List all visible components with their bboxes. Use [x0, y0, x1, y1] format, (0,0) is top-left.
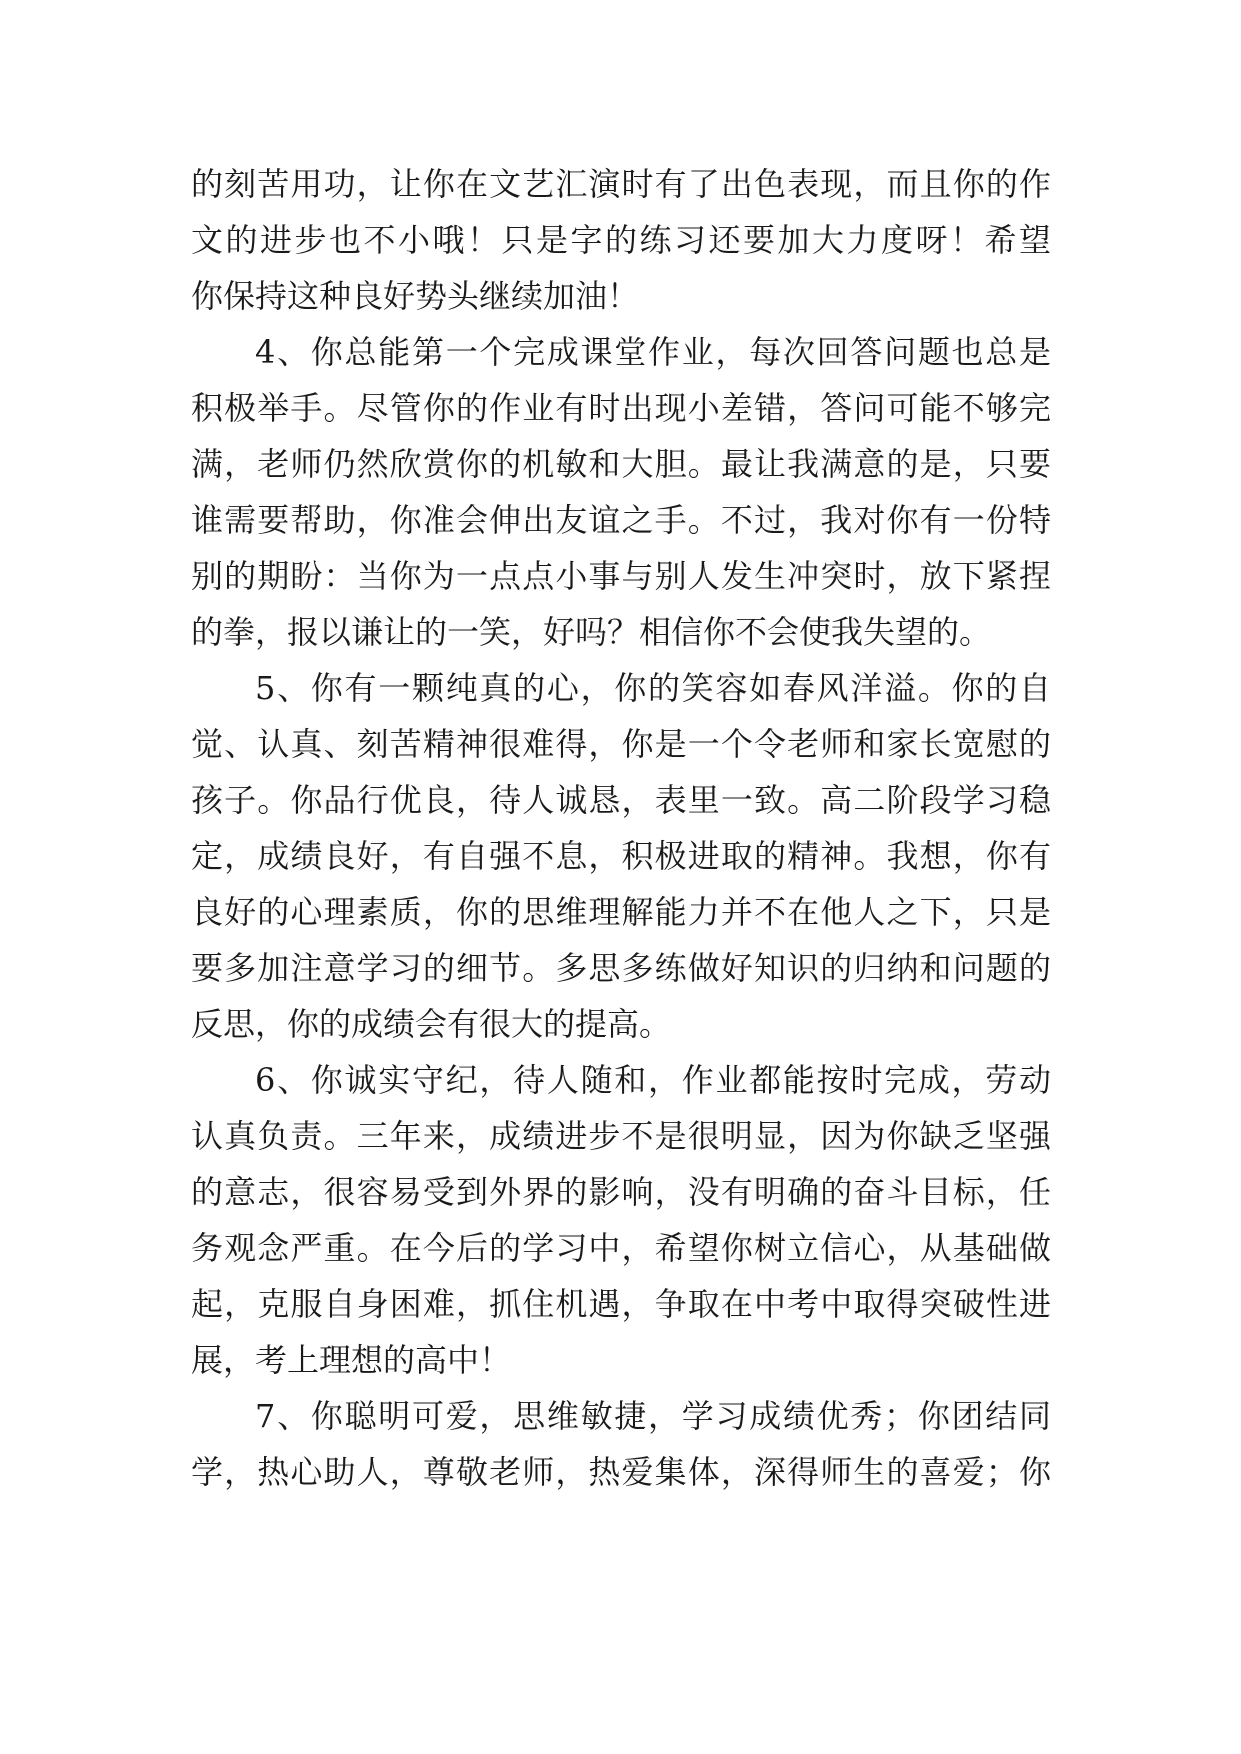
text-line: 别的期盼：当你为一点点小事与别人发生冲突时，放下紧捏 — [191, 557, 1051, 595]
text-line: 7、你聪明可爱，思维敏捷，学习成绩优秀；你团结同 — [255, 1397, 1051, 1435]
text-line: 你保持这种良好势头继续加油！ — [191, 277, 640, 315]
text-line: 积极举手。尽管你的作业有时出现小差错，答问可能不够完 — [191, 389, 1051, 427]
paragraph-6 — [191, 1052, 1051, 1388]
paragraph-3-continued — [191, 156, 1051, 324]
text-line: 孩子。你品行优良，待人诚恳，表里一致。高二阶段学习稳 — [191, 781, 1051, 819]
text-line: 5、你有一颗纯真的心，你的笑容如春风洋溢。你的自 — [255, 669, 1051, 707]
text-line: 认真负责。三年来，成绩进步不是很明显，因为你缺乏坚强 — [191, 1117, 1051, 1155]
text-line: 的刻苦用功，让你在文艺汇演时有了出色表现，而且你的作 — [191, 165, 1051, 203]
text-line: 觉、认真、刻苦精神很难得，你是一个令老师和家长宽慰的 — [191, 725, 1051, 763]
text-line: 定，成绩良好，有自强不息，积极进取的精神。我想，你有 — [191, 837, 1051, 875]
paragraph-4 — [191, 324, 1051, 660]
text-line: 学，热心助人，尊敬老师，热爱集体，深得师生的喜爱；你 — [191, 1453, 1051, 1491]
text-line: 起，克服自身困难，抓住机遇，争取在中考中取得突破性进 — [191, 1285, 1051, 1323]
text-line: 文的进步也不小哦！只是字的练习还要加大力度呀！希望 — [191, 221, 1051, 259]
text-line: 良好的心理素质，你的思维理解能力并不在他人之下，只是 — [191, 893, 1051, 931]
text-line: 的意志，很容易受到外界的影响，没有明确的奋斗目标，任 — [191, 1173, 1051, 1211]
text-line: 满，老师仍然欣赏你的机敏和大胆。最让我满意的是，只要 — [191, 445, 1051, 483]
text-line: 反思，你的成绩会有很大的提高。 — [191, 1005, 672, 1043]
paragraph-5 — [191, 660, 1051, 1052]
paragraph-7 — [191, 1388, 1051, 1500]
text-line: 要多加注意学习的细节。多思多练做好知识的归纳和问题的 — [191, 949, 1051, 987]
text-line: 谁需要帮助，你准会伸出友谊之手。不过，我对你有一份特 — [191, 501, 1051, 539]
text-line: 务观念严重。在今后的学习中，希望你树立信心，从基础做 — [191, 1229, 1051, 1267]
text-line: 6、你诚实守纪，待人随和，作业都能按时完成，劳动 — [255, 1061, 1051, 1099]
text-line: 的拳，报以谦让的一笑，好吗？相信你不会使我失望的。 — [191, 613, 992, 651]
text-line: 4、你总能第一个完成课堂作业，每次回答问题也总是 — [255, 333, 1051, 371]
document-body — [191, 156, 1051, 1500]
text-line: 展，考上理想的高中！ — [191, 1341, 512, 1379]
